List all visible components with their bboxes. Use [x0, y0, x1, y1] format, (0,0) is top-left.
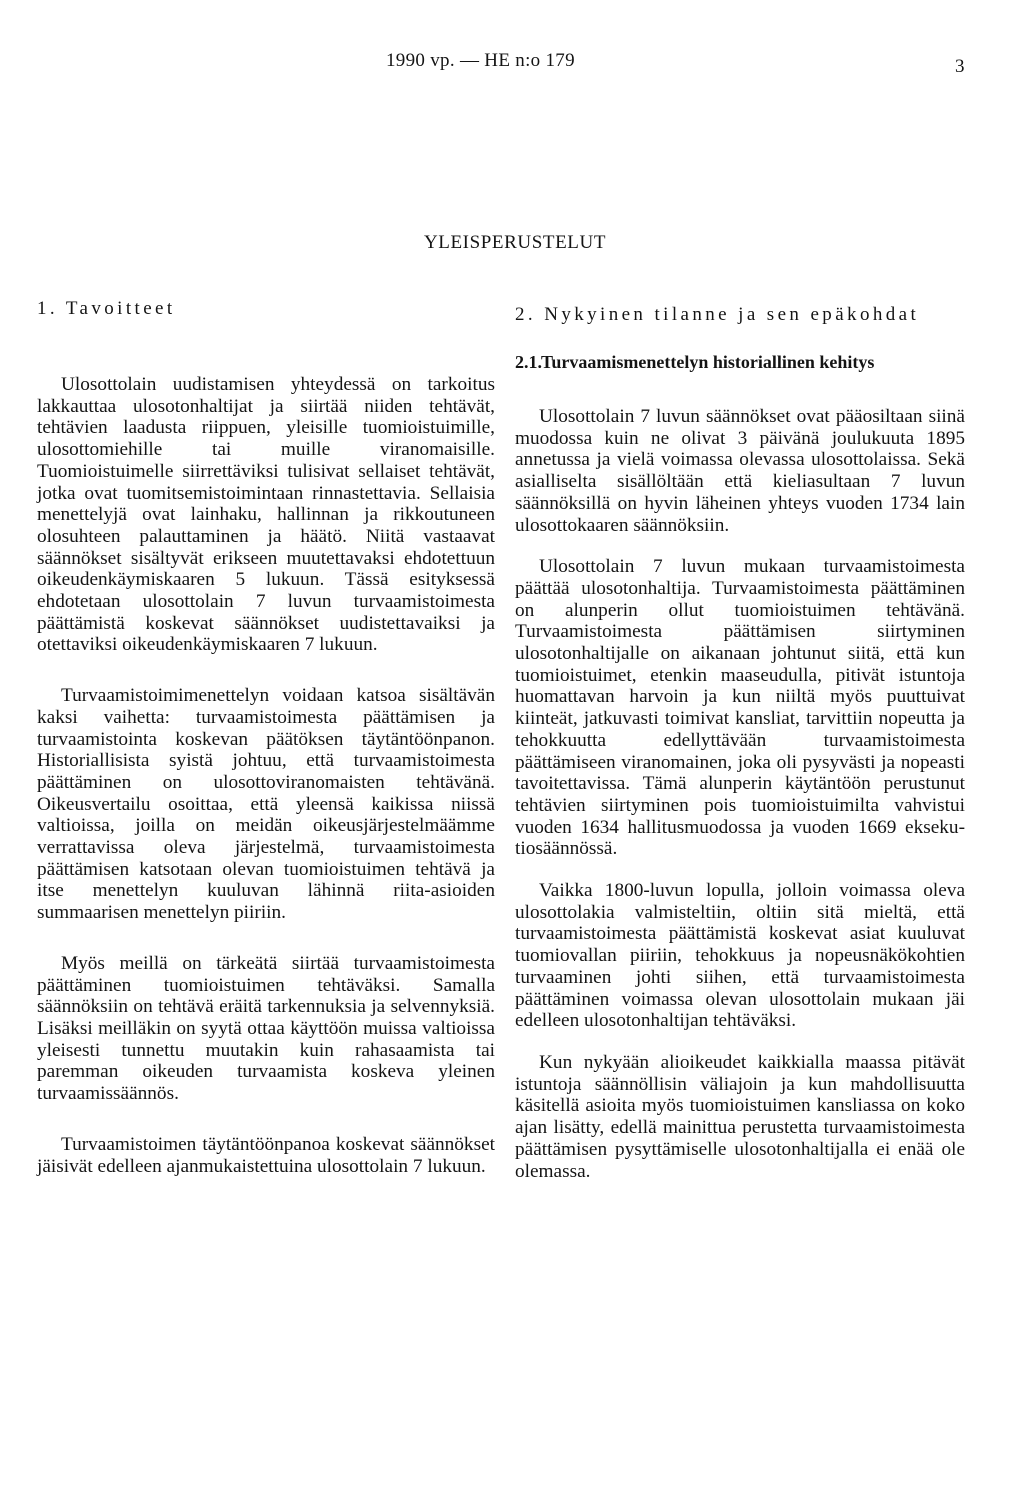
paragraph: Turvaamistoimimenettelyn voidaan katsoa sisältävän kaksi vaihetta: turvaamistoimesta päättämisen ja turvaamistointa koskevan päätöksen täytäntöönpanon. Historiallisista syistä johtuu, että turvaamistoimesta päättäminen on ulosottoviranomaisten tehtävänä. Oikeusvertailu osoittaa, että yleensä kaikissa niissä valtioissa, joilla on meidän oikeusjärjestelmäämme verrattavissa oleva järjestelmä, turvaamistoimesta päättämisen katsotaan olevan tuomioistuimen tehtävä ja itse menettelyn kuuluvan lähinnä riita-asioiden summaarisen menettelyn piiriin. — [37, 685, 495, 924]
right-column — [515, 303, 965, 1182]
document-identifier: 1990 vp. — HE n:o 179 — [386, 50, 575, 71]
section-heading-nykyinen-tilanne: 2. Nykyinen tilanne ja sen epäkohdat — [515, 304, 920, 325]
paragraph: Kun nykyään alioikeudet kaikkialla maassa pitävät istuntoja säännöllisin väliajoin ja kun mahdollisuutta käsitellä asioita myös tuomioistuimen kansliassa on koko ajan lisätty, edellä mainittua perustetta turvaamistoimesta päättämisen pysyttämiselle ulosotonhaltijalla ei enää ole olemassa. — [515, 1051, 965, 1182]
page-title: YLEISPERUSTELUT — [423, 232, 607, 253]
page-header — [0, 50, 1024, 76]
paragraph: Myös meillä on tärkeätä siirtää turvaamistoimesta päättäminen tuomioistuimen tehtäväksi. Samalla säännöksiin on tehtävä eräitä tarkennuksia ja selvennyksiä. Lisäksi meilläkin on syytä ottaa käyttöön muissa valtioissa yleisesti tunnettu muutakin kuin rahasaamista tai paremman oikeuden turvaamista koskeva yleinen turvaamissäännös. — [37, 952, 495, 1105]
subsection-title: Turvaamismenettelyn historiallinen kehitys — [541, 352, 875, 372]
section-heading-tavoitteet: 1. Tavoitteet — [37, 298, 176, 319]
subsection-number: 2.1. — [515, 352, 542, 372]
paragraph: Vaikka 1800-luvun lopulla, jolloin voimassa oleva ulosottolakia valmisteltiin, oltiin sitä mieltä, että turvaamistoimesta päättämistä koskevat asiat kuuluvat tuomiovallan piiriin, tehokkuus ja nopeusnäkökohtien turvaaminen johti siihen, että turvaamistoimesta päättäminen voimassa olevan ulosottolain mukaan jäi edelleen ulosotonhaltijan tehtäväksi. — [515, 880, 965, 1032]
subsection-heading — [515, 352, 965, 373]
paragraph: Turvaamistoimen täytäntöönpanoa koskevat säännökset jäisivät edelleen ajanmukaistettuina ulosottolain 7 lukuun. — [37, 1133, 495, 1177]
left-column — [37, 297, 495, 1177]
paragraph: Ulosottolain 7 luvun säännökset ovat pääosiltaan siinä muodossa kuin ne olivat 3 päivänä joulukuuta 1895 annetussa ja vielä voimassa olevassa ulosottolaissa. Sekä asialliselta sisällöltään että kieliasultaan 7 luvun säännöksillä on hyvin läheinen yhteys vuoden 1734 lain ulosottokaaren säännöksiin. — [515, 406, 965, 536]
page-number: 3 — [955, 56, 965, 77]
paragraph: Ulosottolain 7 luvun mukaan turvaamistoimesta päättää ulosotonhaltija. Turvaamistoimesta päättäminen on alunperin ollut tuomioistuimen tehtävänä. Turvaamistoimesta päättämisen siirtyminen ulosotonhaltijalle on aikanaan johtunut siitä, että kun tuomioistuimet, etenkin maaseudulla, pitivät istuntoja huomattavan harvoin ja kun niiltä myös puuttuivat kiinteät, jatkuvasti toimivat kansliat, tarvittiin nopeutta ja tehokkuutta edellyttävään turvaamistoimesta päättämiseen viranomainen, joka oli pysyvästi ja nopeasti tavoitettavissa. Tämä alunperin käytäntöön perustunut tehtävien siirtyminen pois tuomioistuimilta vahvistui vuoden 1634 hallitusmuodossa ja vuoden 1669 eksekutiosäännössä. — [515, 556, 965, 860]
paragraph: Ulosottolain uudistamisen yhteydessä on tarkoitus lakkauttaa ulosotonhaltijat ja siirtää niiden tehtävät, tehtävien laadusta riippuen, yleisille tuomioistuimille, ulosottomiehille tai muille viranomaisille. Tuomioistuimelle siirrettäviksi tulisivat sellaiset tehtävät, jotka ovat tuomitsemistoimintaan rinnastettavia. Sellaisia menettelyjä ovat lainhaku, hallinnan ja rikkoutuneen olosuhteen palauttaminen ja häätö. Niitä vastaavat säännökset sisältyvät erikseen muutettavaksi ehdotettuun oikeudenkäymiskaaren 5 lukuun. Tässä esityksessä ehdotetaan ulosottolain 7 luvun turvaamistoimesta päättämistä koskevat säännökset uudistettavaiksi ja otettaviksi oikeudenkäymiskaaren 7 lukuun. — [37, 374, 495, 656]
